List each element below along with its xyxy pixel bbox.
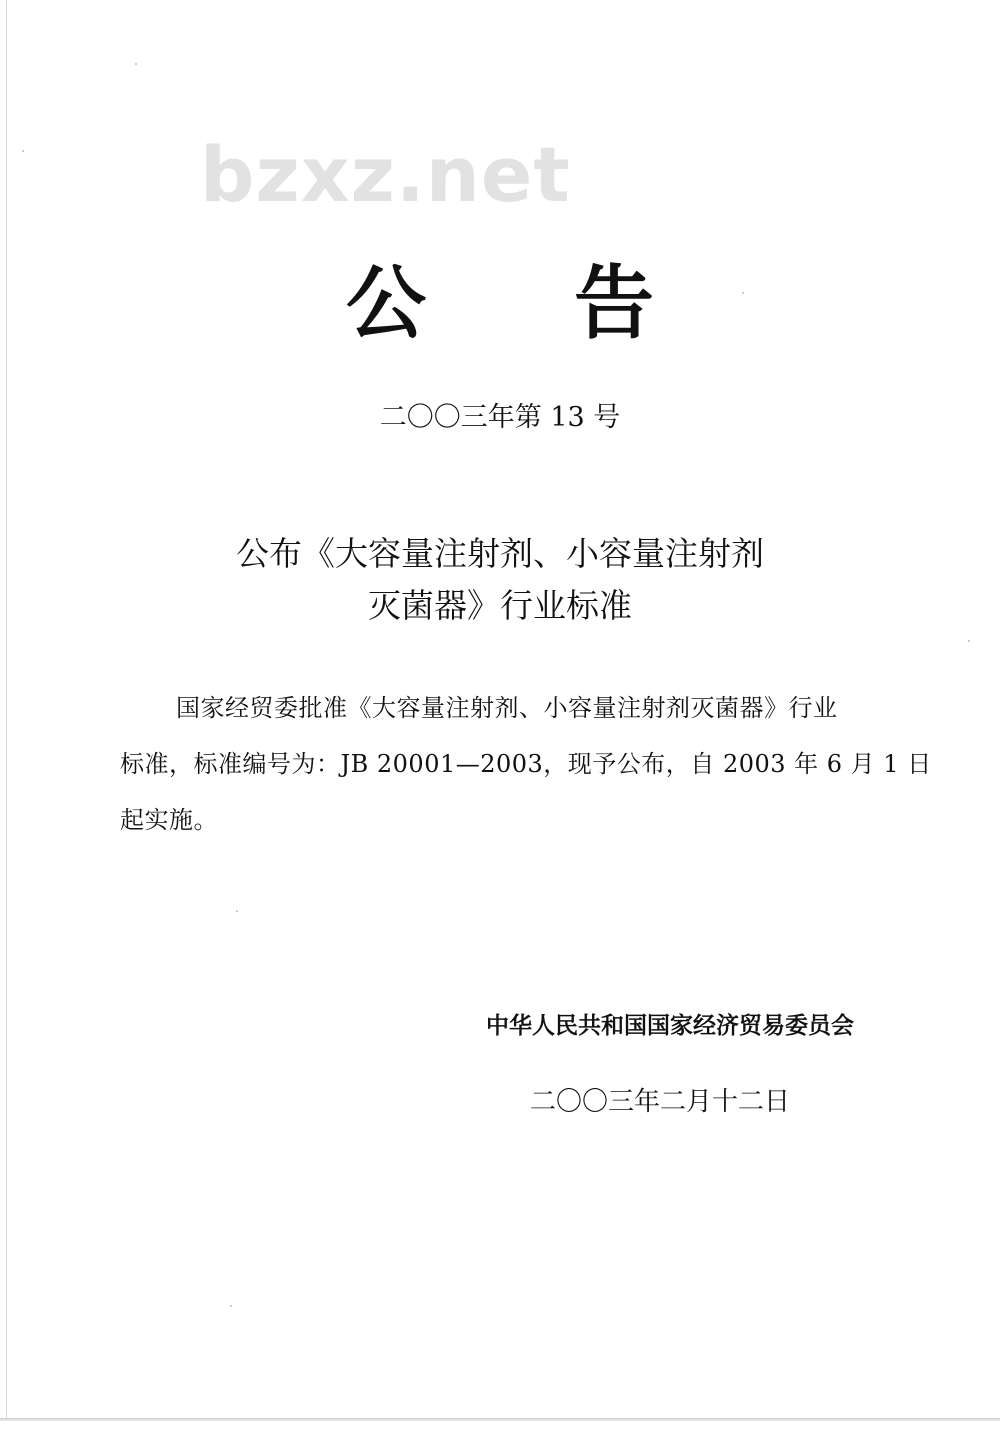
notice-title-left: 公 <box>346 257 426 350</box>
scan-speck <box>135 63 137 65</box>
body-line-1: 国家经贸委批准《大容量注射剂、小容量注射剂灭菌器》行业 <box>176 694 838 722</box>
body-line-3: 起实施。 <box>120 806 218 834</box>
scan-speck <box>968 640 970 642</box>
notice-title-right: 告 <box>574 257 654 350</box>
scan-speck <box>236 910 238 912</box>
scan-speck <box>230 1305 232 1307</box>
notice-number: 二〇〇三年第 13 号 <box>379 402 621 433</box>
body-paragraph <box>120 680 932 848</box>
scan-speck <box>22 150 24 152</box>
scan-left-edge <box>6 0 7 1420</box>
issuer-name: 中华人民共和国国家经济贸易委员会 <box>486 1013 854 1039</box>
watermark: bzxz.net <box>200 130 571 219</box>
notice-title <box>0 256 1000 352</box>
subject-line-1: 公布《大容量注射剂、小容量注射剂 <box>236 534 764 573</box>
subject-line-2: 灭菌器》行业标准 <box>368 586 632 625</box>
issue-date: 二〇〇三年二月十二日 <box>530 1087 791 1117</box>
body-line-2: 标准，标准编号为：JB 20001—2003，现予公布，自 2003 年 6 月 1 日 <box>120 750 932 778</box>
scan-bottom-edge <box>0 1418 1000 1421</box>
subject-heading <box>0 528 1000 632</box>
